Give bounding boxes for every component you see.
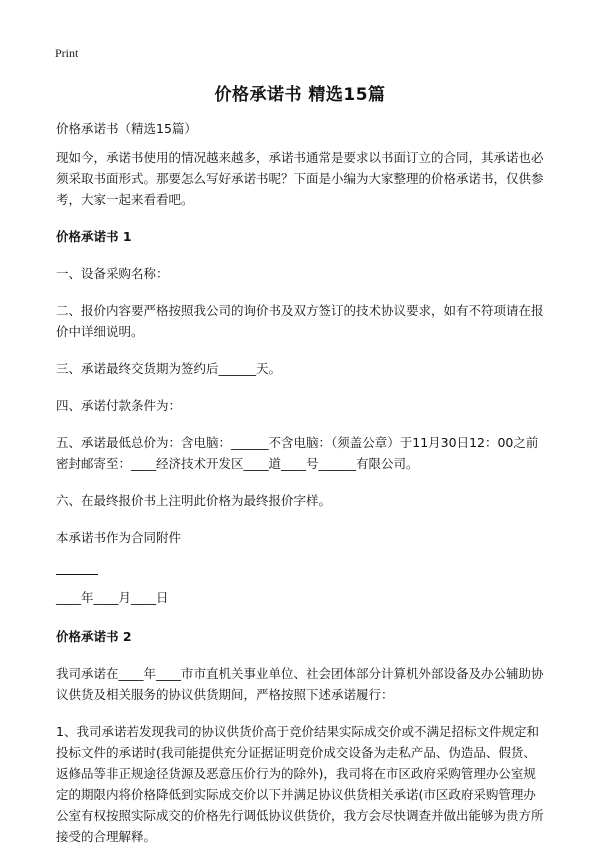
section1-item: 四、承诺付款条件为： — [56, 398, 182, 413]
section1-item: 一、设备采购名称： — [56, 266, 169, 281]
section2-item: 1、我司承诺若发现我司的协议供货价高于竞价结果实际成交价或不满足招标文件规定和投标文件的承诺时(我司能提供充分证据证明竞价成交设备为走私产品、伪造品、假货、返修品等非正规途径货源及恶意压价行为的除外)，我司将在市区政府采购管理办公室规定的期限内将价格降低到实际成交价以下并满足协议供货相关承诺(市区政府采购管理办公室有权按照实际成交的价格先行调低协议供货价，我方会尽快调查并做出能够为贵方所接受的合理解释。 — [56, 724, 544, 844]
date-line: ____年____月____日 — [56, 590, 169, 605]
section1-item: 三、承诺最终交货期为签约后______天。 — [56, 361, 282, 376]
section1-item: 五、承诺最低总价为：含电脑：______不含电脑：（须盖公章）于11月30日12：00之前密封邮寄至：____经济技术开发区____道____号______有限公司。 — [56, 435, 539, 471]
intro-paragraph: 现如今，承诺书使用的情况越来越多，承诺书通常是要求以书面订立的合同，其承诺也必须采取书面形式。那要怎么写好承诺书呢？下面是小编为大家整理的价格承诺书，仅供参考，大家一起来看看吧。 — [56, 150, 544, 207]
page-title: 价格承诺书 精选15篇 — [214, 85, 386, 105]
section1-item: 本承诺书作为合同附件 — [56, 530, 182, 545]
print-link[interactable]: Print — [55, 46, 79, 60]
signature-line — [56, 560, 98, 575]
section-heading-1: 价格承诺书 1 — [56, 229, 132, 244]
section1-item: 二、报价内容要严格按照我公司的询价书及双方签订的技术协议要求，如有不符项请在报价中详细说明。 — [56, 303, 544, 339]
section1-item: 六、在最终报价书上注明此价格为最终报价字样。 — [56, 493, 332, 508]
document-body — [56, 118, 548, 863]
document-subtitle: 价格承诺书（精选15篇） — [56, 121, 197, 136]
section-heading-2: 价格承诺书 2 — [56, 629, 132, 644]
section2-item: 我司承诺在____年____市市直机关事业单位、社会团体部分计算机外部设备及办公辅助协议供货及相关服务的协议供货期间，严格按照下述承诺履行： — [56, 666, 544, 702]
